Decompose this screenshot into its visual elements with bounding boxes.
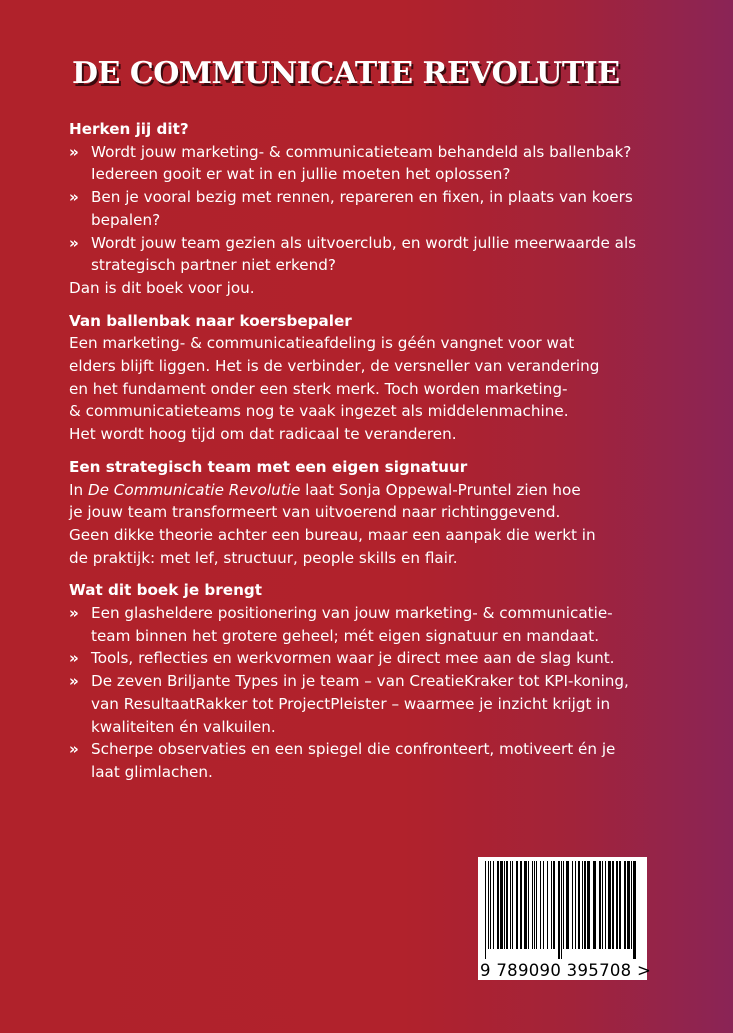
barcode-bar bbox=[578, 861, 580, 949]
section bbox=[69, 456, 669, 570]
paragraph bbox=[69, 277, 669, 300]
barcode-bar bbox=[490, 861, 491, 949]
section-heading: Wat dit boek je brengt bbox=[69, 581, 263, 600]
text-span: laat Sonja Oppewal-Pruntel zien hoe bbox=[300, 480, 581, 499]
text-line: Iedereen gooit er wat in en jullie moeten het oplossen? bbox=[91, 165, 511, 184]
bullet-chevron-icon: » bbox=[69, 188, 79, 207]
barcode-bar bbox=[497, 861, 499, 949]
barcode-bar bbox=[520, 861, 522, 949]
section-heading: Van ballenbak naar koersbepaler bbox=[69, 311, 352, 330]
barcode-bars bbox=[484, 861, 641, 959]
barcode-bar bbox=[619, 861, 621, 949]
barcode-bar bbox=[631, 861, 632, 949]
text-line: Dan is dit boek voor jou. bbox=[69, 278, 255, 297]
bullet-item bbox=[69, 647, 669, 670]
text-line: bepalen? bbox=[91, 210, 161, 229]
text-line: Het wordt hoog tijd om dat radicaal te veranderen. bbox=[69, 425, 457, 444]
barcode-bar bbox=[616, 861, 618, 949]
barcode-bar bbox=[534, 861, 535, 949]
text-line: De zeven Briljante Types in je team – van CreatieKraker tot KPI-koning, bbox=[91, 672, 629, 691]
section bbox=[69, 579, 669, 783]
barcode-bar bbox=[582, 861, 583, 949]
barcode-bar bbox=[558, 861, 560, 959]
barcode-bar bbox=[512, 861, 513, 949]
paragraph bbox=[69, 501, 669, 569]
paragraph bbox=[69, 479, 669, 502]
text-line: laat glimlachen. bbox=[91, 762, 213, 781]
barcode-bar bbox=[528, 861, 529, 949]
barcode-bar bbox=[563, 861, 564, 949]
text-line: Tools, reflecties en werkvormen waar je direct mee aan de slag kunt. bbox=[91, 649, 615, 668]
section bbox=[69, 310, 669, 446]
text-line: Een marketing- & communicatieafdeling is géén vangnet voor wat bbox=[69, 334, 575, 353]
barcode-bar bbox=[587, 861, 590, 949]
barcode-bar bbox=[553, 861, 555, 949]
barcode-bar bbox=[605, 861, 606, 949]
text-line: strategisch partner niet erkend? bbox=[91, 256, 336, 275]
text-line: & communicatieteams nog te vaak ingezet als middelenmachine. bbox=[69, 402, 569, 421]
text-line: Ben je vooral bezig met rennen, repareren en fixen, in plaats van koers bbox=[91, 188, 633, 207]
text-span: In bbox=[69, 480, 88, 499]
bullet-chevron-icon: » bbox=[69, 142, 79, 161]
bullet-item bbox=[69, 186, 669, 231]
text-line: je jouw team transformeert van uitvoerend naar richtinggevend. bbox=[69, 503, 561, 522]
text-line: Een glasheldere positionering van jouw marketing- & communicatie- bbox=[91, 604, 613, 623]
barcode-bar bbox=[602, 861, 603, 949]
bullet-chevron-icon: » bbox=[69, 233, 79, 252]
barcode-bar bbox=[624, 861, 626, 949]
text-line: kwaliteiten én valkuilen. bbox=[91, 717, 276, 736]
text-line: elders blijft liggen. Het is de verbinder, de versneller van verandering bbox=[69, 357, 600, 376]
barcode-bar bbox=[593, 861, 596, 949]
barcode-bar bbox=[493, 861, 494, 949]
barcode-bar bbox=[551, 861, 552, 949]
section-heading: Een strategisch team met een eigen signatuur bbox=[69, 457, 468, 476]
barcode-bar bbox=[536, 861, 537, 949]
back-cover-text bbox=[69, 118, 669, 794]
isbn-barcode bbox=[478, 857, 652, 980]
barcode-bar bbox=[500, 861, 503, 949]
bullet-chevron-icon: » bbox=[69, 604, 79, 623]
barcode-bar bbox=[599, 861, 601, 949]
bullet-chevron-icon: » bbox=[69, 672, 79, 691]
bullet-item bbox=[69, 141, 669, 186]
barcode-bar bbox=[572, 861, 573, 949]
barcode-bar bbox=[506, 861, 508, 949]
barcode-bar bbox=[612, 861, 614, 949]
text-line: Geen dikke theorie achter een bureau, maar een aanpak die werkt in bbox=[69, 525, 596, 544]
bullet-item bbox=[69, 602, 669, 647]
barcode-bar bbox=[488, 861, 489, 949]
bullet-chevron-icon: » bbox=[69, 740, 79, 759]
paragraph bbox=[69, 332, 669, 446]
text-line: van ResultaatRakker tot ProjectPleister – waarmee je inzicht krijgt in bbox=[91, 694, 611, 713]
bullet-item bbox=[69, 738, 669, 783]
text-line: Scherpe observaties en een spiegel die confronteert, motiveert én je bbox=[91, 740, 616, 759]
bullet-chevron-icon: » bbox=[69, 649, 79, 668]
barcode-bar bbox=[627, 861, 630, 949]
section-heading: Herken jij dit? bbox=[69, 120, 189, 138]
bullet-item bbox=[69, 232, 669, 277]
text-line: en het fundament onder een sterk merk. Toch worden marketing- bbox=[69, 379, 568, 398]
barcode-bar bbox=[561, 861, 562, 959]
text-line: team binnen het grotere geheel; mét eigen signatuur en mandaat. bbox=[91, 626, 600, 645]
barcode-bar bbox=[584, 861, 586, 949]
barcode-bar bbox=[540, 861, 541, 949]
isbn-number: 9 789090 395708 > bbox=[480, 961, 652, 980]
text-line: Wordt jouw team gezien als uitvoerclub, en wordt jullie meerwaarde als bbox=[91, 233, 637, 252]
barcode-bar bbox=[543, 861, 544, 949]
book-title-italic: De Communicatie Revolutie bbox=[87, 480, 301, 499]
barcode-bar bbox=[547, 861, 548, 949]
barcode-bar bbox=[516, 861, 518, 949]
barcode-bar bbox=[504, 861, 505, 949]
text-line: Wordt jouw marketing- & communicatieteam behandeld als ballenbak? bbox=[91, 142, 632, 161]
barcode-bar bbox=[524, 861, 527, 949]
barcode-bar bbox=[575, 861, 576, 949]
bullet-item bbox=[69, 670, 669, 738]
text-line: de praktijk: met lef, structuur, people skills en flair. bbox=[69, 548, 458, 567]
barcode-bar bbox=[510, 861, 511, 949]
barcode-bar bbox=[633, 861, 636, 959]
text-line bbox=[69, 479, 669, 502]
barcode-bar bbox=[608, 861, 611, 949]
section bbox=[69, 118, 669, 300]
barcode-bar bbox=[485, 861, 486, 959]
barcode-bar bbox=[532, 861, 533, 949]
barcode-bar bbox=[566, 861, 569, 949]
book-title: DE COMMUNICATIE REVOLUTIE bbox=[72, 56, 620, 91]
